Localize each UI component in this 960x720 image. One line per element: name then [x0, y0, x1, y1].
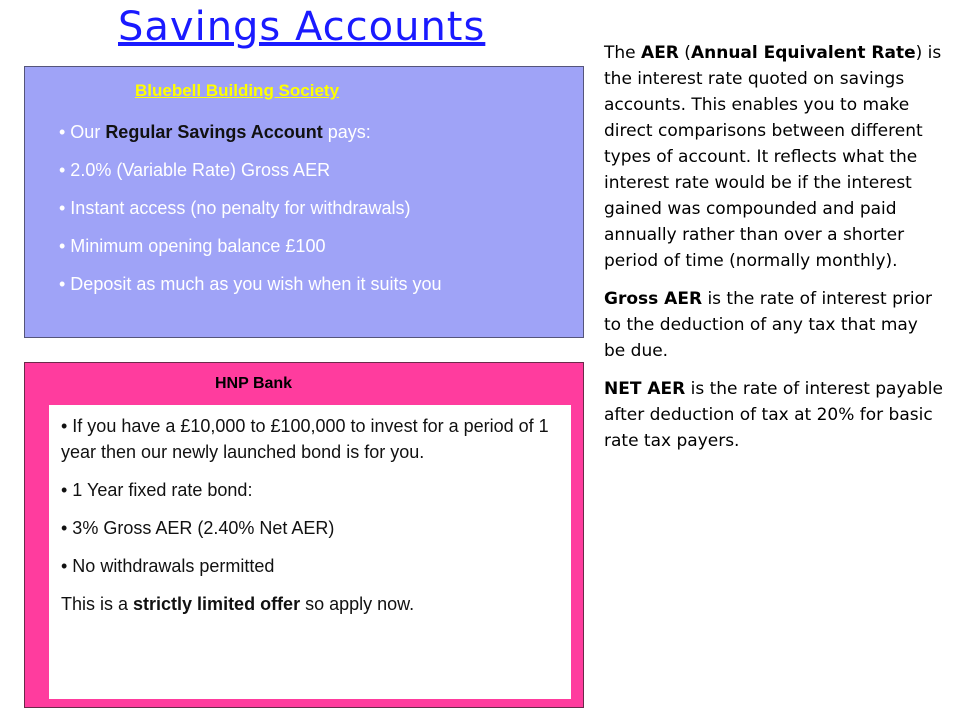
gross-aer-text: is the rate of interest prior to the deduction of any tax that may be due. — [604, 289, 932, 361]
definitions-sidebar — [604, 40, 944, 466]
bluebell-list — [59, 119, 441, 309]
bluebell-heading: Bluebell Building Society — [135, 81, 340, 100]
hnp-offer-withdrawals: • No withdrawals permitted — [61, 556, 275, 576]
hnp-offer-bond: • 1 Year fixed rate bond: — [61, 480, 253, 500]
net-aer-definition — [604, 376, 944, 454]
aer-definition — [604, 40, 944, 274]
aer-term: AER — [641, 43, 679, 63]
bluebell-item-account-suffix: pays: — [322, 122, 371, 142]
hnp-offer-intro: • If you have a £10,000 to £100,000 to invest for a period of 1 year then our newly launched bond is for you. — [61, 416, 549, 462]
net-aer-term: NET AER — [604, 379, 686, 399]
hnp-offer-limited — [61, 591, 561, 617]
bluebell-item-account-prefix: • Our — [59, 122, 106, 142]
hnp-offer-rate: • 3% Gross AER (2.40% Net AER) — [61, 518, 335, 538]
hnp-limited-suffix: so apply now. — [300, 594, 415, 614]
bluebell-item-account — [59, 119, 441, 157]
bluebell-item-minimum: • Minimum opening balance £100 — [59, 236, 326, 256]
aer-text-2: ( — [678, 43, 691, 63]
gross-aer-definition — [604, 286, 944, 364]
aer-text-3: ) is the interest rate quoted on savings accounts. This enables you to make direct comparisons between different types of account. It reflects what the interest rate would be if the interest gained was compounded and paid annually rather than over a shorter period of time (normally monthly). — [604, 43, 942, 271]
aer-expansion: Annual Equivalent Rate — [690, 43, 916, 63]
hnp-limited-prefix: This is a — [61, 594, 134, 614]
bluebell-item-access: • Instant access (no penalty for withdrawals) — [59, 198, 411, 218]
hnp-heading: HNP Bank — [215, 375, 293, 392]
bluebell-panel — [24, 66, 584, 338]
hnp-limited-bold: strictly limited offer — [133, 594, 301, 614]
page-title: Savings Accounts — [118, 4, 486, 50]
gross-aer-term: Gross AER — [604, 289, 703, 309]
net-aer-text: is the rate of interest payable after deduction of tax at 20% for basic rate tax payers. — [604, 379, 943, 451]
bluebell-item-rate: • 2.0% (Variable Rate) Gross AER — [59, 160, 331, 180]
bluebell-item-account-name: Regular Savings Account — [105, 122, 323, 142]
hnp-offer-box — [49, 405, 571, 699]
aer-text-1: The — [604, 43, 642, 63]
hnp-panel — [24, 362, 584, 708]
bluebell-item-deposit: • Deposit as much as you wish when it suits you — [59, 274, 442, 294]
